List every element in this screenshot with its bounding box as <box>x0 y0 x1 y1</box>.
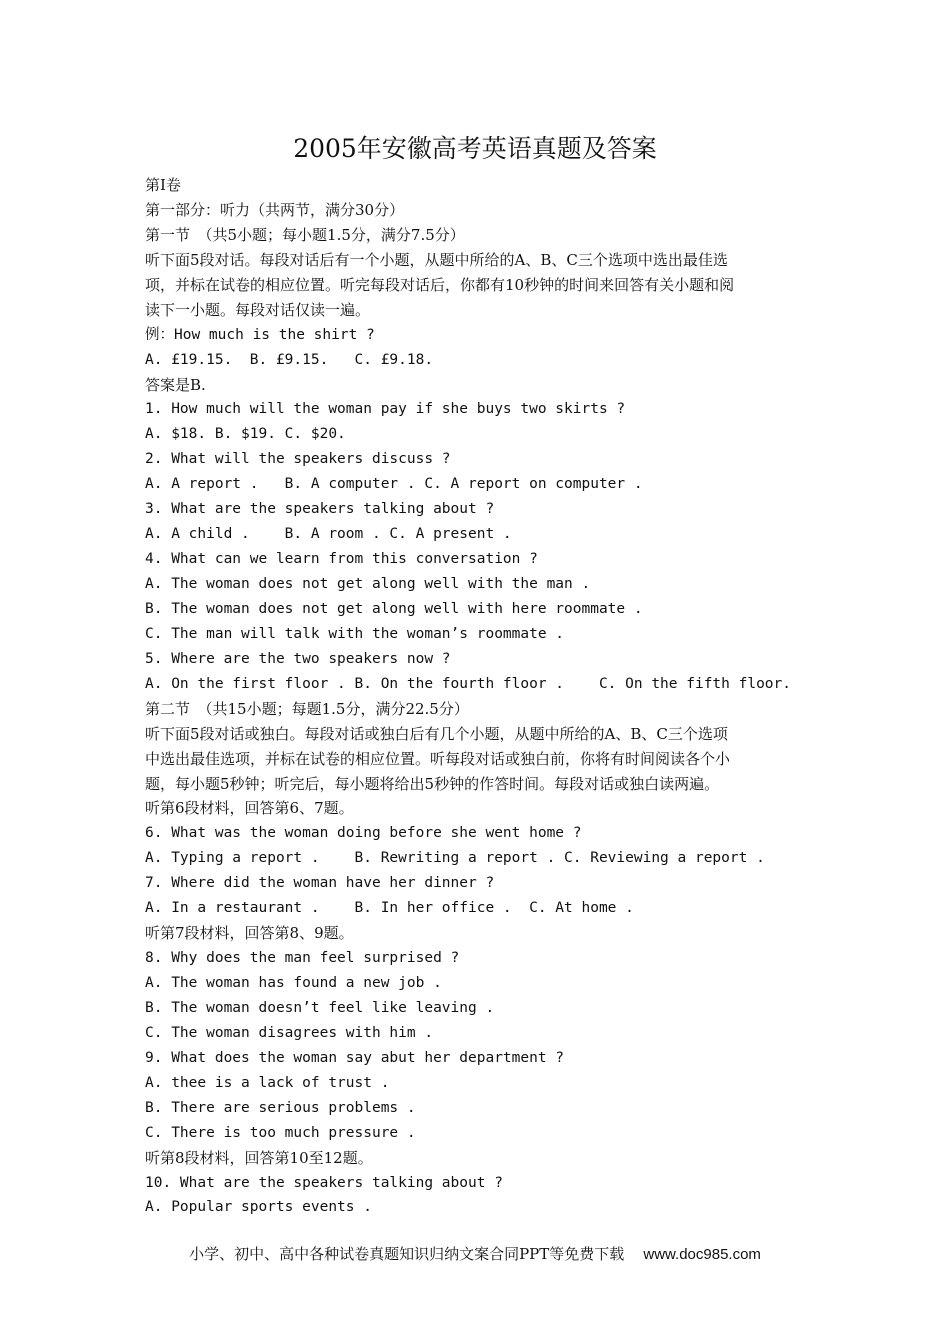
text-line: 例：How much is the shirt ? <box>145 326 375 343</box>
text-line: 听第7段材料，回答第8、9题。 <box>145 924 354 943</box>
document-body <box>145 173 815 1220</box>
text-line: 第Ⅰ卷 <box>145 176 181 194</box>
text-line: 题，每小题5秒钟；听完后，每小题将给出5秒钟的作答时间。每段对话或独白读两遍。 <box>145 774 720 793</box>
text-line: 1. How much will the woman pay if she buys two skirts ? <box>145 401 626 418</box>
text-line: A. On the first floor . B. On the fourth floor . C. On the fifth floor. <box>145 675 792 692</box>
text-line: 听下面5段对话。每段对话后有一个小题，从题中所给的A、B、C三个选项中选出最佳选 <box>145 250 728 269</box>
page-footer <box>0 1243 950 1266</box>
text-line: B. The woman does not get along well with here roommate . <box>145 600 643 617</box>
text-line: A. Typing a report . B. Rewriting a report . C. Reviewing a report . <box>145 850 765 867</box>
text-line: 6. What was the woman doing before she went home ? <box>145 825 582 842</box>
text-line: 7. Where did the woman have her dinner ? <box>145 875 495 892</box>
text-line: C. There is too much pressure . <box>145 1124 416 1141</box>
text-line: B. The woman doesn’t feel like leaving . <box>145 999 495 1016</box>
text-line: 3. What are the speakers talking about ? <box>145 501 495 518</box>
text-line: 第一部分：听力（共两节，满分30分） <box>145 200 405 219</box>
text-line: A. Popular sports events . <box>145 1199 372 1216</box>
text-line: C. The man will talk with the woman’s roommate . <box>145 625 565 642</box>
text-line: C. The woman disagrees with him . <box>145 1024 434 1041</box>
text-line: A. The woman does not get along well with the man . <box>145 576 591 592</box>
text-line: 8. Why does the man feel surprised ? <box>145 950 460 967</box>
text-line: 听下面5段对话或独白。每段对话或独白后有几个小题，从题中所给的A、B、C三个选项 <box>145 724 728 743</box>
text-line: A. The woman has found a new job . <box>145 975 442 991</box>
text-line: A. thee is a lack of trust . <box>145 1074 390 1091</box>
text-line: A. In a restaurant . B. In her office . C. At home . <box>145 900 634 917</box>
text-line: 答案是B. <box>145 375 206 394</box>
text-line: A. A child . B. A room . C. A present . <box>145 526 512 543</box>
text-line: 读下一小题。每段对话仅读一遍。 <box>145 300 371 319</box>
page-title: 2005年安徽高考英语真题及答案 <box>293 134 657 163</box>
text-line: 10. What are the speakers talking about ? <box>145 1174 503 1191</box>
text-line: 中选出最佳选项，并标在试卷的相应位置。听每段对话或独白前，你将有时间阅读各个小 <box>145 749 731 768</box>
footer-text: 小学、初中、高中各种试卷真题知识归纳文案合同PPT等免费下载 <box>189 1245 625 1263</box>
text-line: 听第8段材料，回答第10至12题。 <box>145 1148 373 1167</box>
text-line: 4. What can we learn from this conversation ? <box>145 551 538 568</box>
text-line: 第一节 （共5小题；每小题1.5分，满分7.5分） <box>145 225 465 244</box>
footer-link[interactable]: www.doc985.com <box>643 1246 761 1263</box>
text-line: 9. What does the woman say abut her department ? <box>145 1049 565 1066</box>
text-line: 听第6段材料，回答第6、7题。 <box>145 799 354 818</box>
text-line: A. $18. B. $19. C. $20. <box>145 426 346 443</box>
text-line: 5. Where are the two speakers now ? <box>145 650 451 667</box>
text-line: A. A report . B. A computer . C. A report on computer . <box>145 476 643 493</box>
text-line: B. There are serious problems . <box>145 1099 416 1116</box>
text-line: 项，并标在试卷的相应位置。听完每段对话后，你都有10秒钟的时间来回答有关小题和阅 <box>145 275 735 294</box>
text-line: 2. What will the speakers discuss ? <box>145 451 451 468</box>
text-line: A. £19.15. B. £9.15. C. £9.18. <box>145 351 434 368</box>
text-line: 第二节 （共15小题；每题1.5分，满分22.5分） <box>145 699 469 718</box>
